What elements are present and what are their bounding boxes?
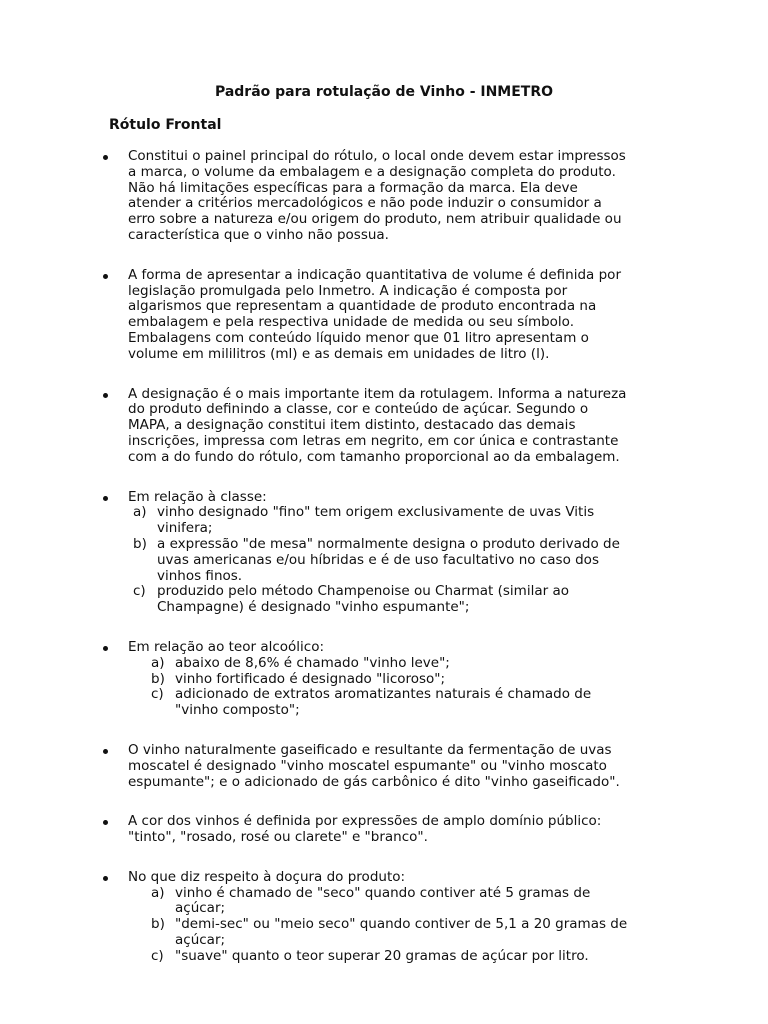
bullet-text: A designação é o mais importante item da rotulagem. Informa a natureza do produto definindo a classe, cor e conteúdo de açúcar. Segundo o MAPA, a designação constitui item distinto, destacado das demais inscrições, impressa com letras em negrito, em cor única e contrastante com a do fundo do rótulo, com tamanho proporcional ao da embalagem. bbox=[128, 385, 627, 465]
sub-item-marker: b) bbox=[133, 535, 147, 552]
sub-item-text: vinho designado "fino" tem origem exclusivamente de uvas Vitis vinifera; bbox=[157, 504, 595, 537]
bullet-list bbox=[0, 149, 768, 989]
sub-item-text: "demi-sec" ou "meio seco" quando contiver de 5,1 a 20 gramas de açúcar; bbox=[175, 916, 628, 949]
sub-item-marker: a) bbox=[151, 654, 165, 671]
bullet-icon bbox=[103, 155, 108, 160]
sub-list-item bbox=[151, 916, 660, 949]
sub-list-item bbox=[133, 504, 657, 537]
sub-list bbox=[0, 656, 768, 719]
sub-list-item bbox=[151, 670, 660, 688]
bullet-icon bbox=[103, 749, 108, 754]
sub-item-marker: c) bbox=[151, 947, 164, 964]
bullet-text: O vinho naturalmente gaseificado e resultante da fermentação de uvas moscatel é designado "vinho moscatel espumante" ou "vinho moscato espumante"; e o adicionado de gás carbônico é dito "vinho gaseificado". bbox=[128, 741, 620, 790]
bullet-text: Constitui o painel principal do rótulo, o local onde devem estar impressos a marca, o volume da embalagem e a designação completa do produto. Não há limitações específicas para a formação da marca. Ela deve atender a critérios mercadológicos e não pode induzir o consumidor a erro sobre a natureza e/ou origem do produto, nem atribuir qualidade ou característica que o vinho não possua. bbox=[128, 148, 626, 243]
sub-list bbox=[0, 505, 768, 616]
bullet-icon bbox=[103, 393, 108, 398]
sub-list-item bbox=[151, 686, 660, 719]
bullet-item bbox=[0, 814, 768, 846]
sub-list-item bbox=[151, 884, 660, 918]
bullet-item bbox=[0, 640, 768, 719]
bullet-text: A cor dos vinhos é definida por expressões de amplo domínio público: "tinto", "rosado, rosé ou clarete" e "branco". bbox=[128, 813, 602, 846]
sub-item-text: a expressão "de mesa" normalmente designa o produto derivado de uvas americanas e/ou híbridas e é de uso facultativo no caso dos vinhos finos. bbox=[157, 535, 620, 584]
sub-item-marker: c) bbox=[133, 583, 146, 600]
bullet-item bbox=[0, 870, 768, 965]
section-heading: Rótulo Frontal bbox=[109, 117, 222, 133]
sub-list bbox=[0, 886, 768, 965]
sub-item-text: produzido pelo método Champenoise ou Charmat (similar ao Champagne) é designado "vinho espumante"; bbox=[157, 583, 569, 616]
bullet-item bbox=[0, 490, 768, 616]
sub-list-item bbox=[133, 583, 657, 616]
sub-item-text: vinho é chamado de "seco" quando contiver até 5 gramas de açúcar; bbox=[175, 884, 591, 917]
bullet-icon bbox=[103, 646, 108, 651]
sub-list-item bbox=[151, 654, 660, 672]
sub-item-marker: a) bbox=[133, 504, 147, 521]
bullet-icon bbox=[103, 496, 108, 501]
sub-item-text: abaixo de 8,6% é chamado "vinho leve"; bbox=[175, 654, 450, 671]
bullet-item bbox=[0, 387, 768, 466]
sub-list-item bbox=[151, 947, 660, 965]
bullet-icon bbox=[103, 274, 108, 279]
sub-item-marker: b) bbox=[151, 916, 165, 933]
document-title: Padrão para rotulação de Vinho - INMETRO bbox=[214, 84, 554, 100]
sub-item-text: vinho fortificado é designado "licoroso"; bbox=[175, 670, 446, 687]
sub-item-text: adicionado de extratos aromatizantes naturais é chamado de "vinho composto"; bbox=[175, 686, 592, 719]
sub-list-item bbox=[133, 535, 657, 584]
bullet-item bbox=[0, 149, 768, 244]
bullet-text: Em relação ao teor alcoólico: bbox=[128, 638, 325, 655]
bullet-text: A forma de apresentar a indicação quantitativa de volume é definida por legislação promulgada pelo Inmetro. A indicação é composta por algarismos que representam a quantidade de produto encontrada na embalagem e pela respectiva unidade de medida ou seu símbolo. Embalagens com conteúdo líquido menor que 01 litro apresentam o volume em mililitros (ml) e as demais em unidades de litro (l). bbox=[128, 266, 621, 362]
bullet-item bbox=[0, 743, 768, 790]
bullet-text: No que diz respeito à doçura do produto: bbox=[128, 868, 406, 885]
bullet-icon bbox=[103, 876, 108, 881]
sub-item-marker: a) bbox=[151, 884, 165, 901]
sub-item-marker: c) bbox=[151, 686, 164, 703]
bullet-icon bbox=[103, 820, 108, 825]
bullet-text: Em relação à classe: bbox=[128, 488, 267, 505]
bullet-item bbox=[0, 268, 768, 363]
sub-item-marker: b) bbox=[151, 670, 165, 687]
sub-item-text: "suave" quanto o teor superar 20 gramas de açúcar por litro. bbox=[175, 947, 589, 964]
